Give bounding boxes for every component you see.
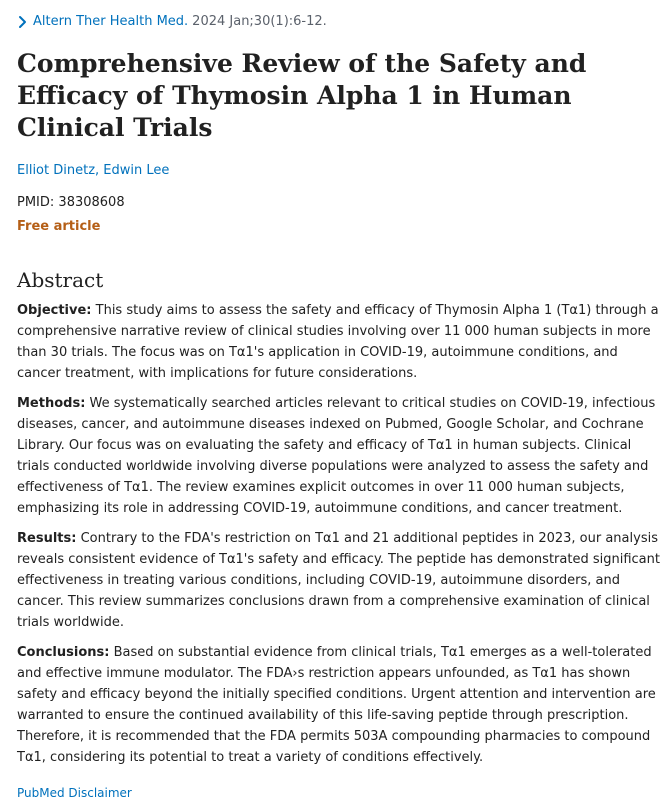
abstract-heading: Abstract xyxy=(17,268,104,292)
author-link[interactable]: Elliot Dinetz xyxy=(17,163,96,178)
abstract-results xyxy=(17,528,665,633)
section-text: Based on substantial evidence from clinical trials, Tα1 emerges as a well-tolerated and effective immune modulator. The FDA›s restriction appears unfounded, as Tα1 has shown safety and efficacy beyond the initially specified conditions. Urgent attention and intervention are warranted to ensure the continued availability of this life-saving peptide through prescription. Therefore, it is recommended that the FDA permits 503A compounding pharmacies to compound Tα1, considering its potential to treat a variety of conditions effectively. xyxy=(17,645,656,765)
pmid-label: PMID: xyxy=(17,195,59,210)
section-label: Conclusions: xyxy=(17,645,110,660)
disclaimer-link[interactable]: PubMed Disclaimer xyxy=(17,786,132,800)
author-link[interactable]: Edwin Lee xyxy=(103,163,170,178)
pubmed-disclaimer xyxy=(17,784,662,802)
free-article-badge: Free article xyxy=(17,219,101,234)
section-label: Objective: xyxy=(17,303,92,318)
section-text: Contrary to the FDA's restriction on Tα1 and 21 additional peptides in 2023, our analysis reveals consistent evidence of Tα1's safety and efficacy. The peptide has demonstrated significant effectiveness in treating various conditions, including COVID-19, autoimmune disorders, and cancer. This review summarizes conclusions drawn from a comprehensive examination of clinical trials worldwide. xyxy=(17,531,660,630)
abstract-conclusions xyxy=(17,642,665,768)
abstract-methods xyxy=(17,393,665,519)
article-title: Comprehensive Review of the Safety and Efficacy of Thymosin Alpha 1 in Human Clinical Trials xyxy=(17,49,587,142)
chevron-right-icon[interactable] xyxy=(17,15,29,29)
section-label: Results: xyxy=(17,531,77,546)
authors-list xyxy=(17,161,662,181)
citation xyxy=(17,12,662,32)
journal-link[interactable]: Altern Ther Health Med. xyxy=(33,14,189,29)
pmid xyxy=(17,193,662,213)
author-separator: , xyxy=(95,163,104,178)
abstract-objective xyxy=(17,300,665,384)
pmid-value: 38308608 xyxy=(58,195,125,210)
section-text: We systematically searched articles relevant to critical studies on COVID-19, infectious diseases, cancer, and autoimmune diseases indexed on Pubmed, Google Scholar, and Cochrane Library. Our focus was on evaluating the safety and efficacy of Tα1 in human subjects. Clinical trials conducted worldwide involving diverse populations were analyzed to assess the safety and effectiveness of Tα1. The review examines explicit outcomes in over 11 000 human subjects, emphasizing its role in addressing COVID-19, autoimmune conditions, and cancer treatment. xyxy=(17,396,656,516)
citation-details: 2024 Jan;30(1):6-12. xyxy=(192,14,327,29)
section-label: Methods: xyxy=(17,396,86,411)
section-text: This study aims to assess the safety and efficacy of Thymosin Alpha 1 (Tα1) through a comprehensive narrative review of clinical studies involving over 11 000 human subjects in more than 30 trials. The focus was on Tα1's application in COVID-19, autoimmune conditions, and cancer treatment, with implications for future considerations. xyxy=(17,303,659,381)
